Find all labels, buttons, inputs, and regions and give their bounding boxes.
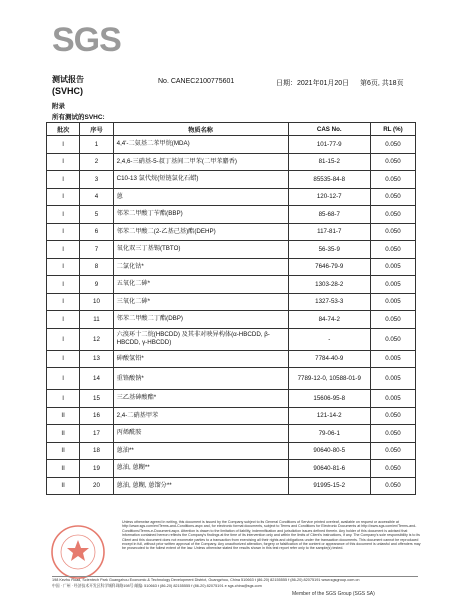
cell-rl: 0.005 [370,293,415,311]
cell-number: 9 [80,276,113,294]
cell-substance: 2,4-二硝基甲苯 [113,407,288,425]
cell-rl: 0.005 [370,350,415,368]
table-row [47,350,416,368]
cell-rl: 0.050 [370,442,415,460]
cell-number: 10 [80,293,113,311]
cell-batch: I [47,171,80,189]
table-row [47,206,416,224]
cell-number: 19 [80,460,113,478]
cell-rl: 0.050 [370,407,415,425]
table-row [47,328,416,350]
cell-cas: 120-12-7 [288,188,370,206]
cell-rl: 0.050 [370,153,415,171]
cell-cas: 1327-53-3 [288,293,370,311]
cell-batch: I [47,241,80,259]
company-seal [50,524,106,580]
disclaimer-text: Unless otherwise agreed in writing, this document is issued by the Company subject to its General Conditions of Service printed overleaf, available on request or accessible at http://www.sgs.com/en/Terms-and-Conditions.aspx and, for electronic format documents, subject to Terms and Conditions for Electronic Documents at http://www.sgs.com/en/Terms-and-Conditions/Terms-e-Document.aspx. Attention is drawn to the limitation of liability, indemnification and jurisdiction issues defined therein. Any holder of this document is advised that information contained hereon reflects the Company's findings at the time of its intervention only and within the limits of Client's instructions, if any. The Company's sole responsibility is to its Client and this document does not exonerate parties to a transaction from exercising all their rights and obligations under the transaction documents. This document cannot be reproduced except in full, without prior written approval of the Company. Any unauthorized alteration, forgery or falsification of the content or appearance of this document is unlawful and offenders may be prosecuted to the fullest extent of the law. Unless otherwise stated the results shown in this test report refer only to the sample(s) tested. [122,520,421,551]
cell-batch: I [47,368,80,390]
cell-substance: 邻苯二甲酸丁苄酯(BBP) [113,206,288,224]
cell-cas: 7646-79-9 [288,258,370,276]
cell-cas: 85-68-7 [288,206,370,224]
cell-rl: 0.050 [370,223,415,241]
cell-substance: 蒽油** [113,442,288,460]
cell-rl: 0.050 [370,188,415,206]
table-row [47,311,416,329]
cell-substance: 五氧化二砷* [113,276,288,294]
cell-cas: 56-35-9 [288,241,370,259]
cell-cas: 121-14-2 [288,407,370,425]
cell-number: 1 [80,136,113,154]
cell-batch: II [47,425,80,443]
cell-cas: 7789-12-0, 10588-01-9 [288,368,370,390]
table-row [47,477,416,495]
address-chinese: 中国 · 广州 · 经济技术开发区科学城科珠路198号 邮编: 510663 t (86-20) 82155555 f (86-20) 82075191 e sgs.china@sgs.com [52,584,262,588]
cell-substance: 二氯化钴* [113,258,288,276]
cell-batch: II [47,460,80,478]
cell-substance: 蒽油, 蒽糊** [113,460,288,478]
cell-substance: 蒽油, 蒽糊, 蒽馏分** [113,477,288,495]
cell-number: 8 [80,258,113,276]
cell-substance: 三乙基砷酸酯* [113,390,288,408]
cell-rl: 0.050 [370,241,415,259]
footer-divider [52,576,418,577]
cell-number: 15 [80,390,113,408]
member-line: Member of the SGS Group (SGS SA) [292,591,375,597]
report-title: 测试报告 [52,75,84,84]
table-row [47,258,416,276]
header-substance: 物质名称 [113,123,288,136]
logo-text: SGS [52,21,121,59]
report-number: No. CANEC2100775601 [158,78,235,85]
report-subtitle: (SVHC) [52,86,83,96]
table-row [47,188,416,206]
cell-batch: I [47,258,80,276]
cell-rl: 0.005 [370,258,415,276]
cell-batch: II [47,477,80,495]
table-row [47,171,416,189]
cell-cas: 15606-95-8 [288,390,370,408]
header-rl: RL (%) [370,123,415,136]
table-header-row [47,123,416,136]
cell-rl: 0.050 [370,328,415,350]
cell-batch: I [47,350,80,368]
cell-number: 20 [80,477,113,495]
table-row [47,223,416,241]
cell-batch: II [47,442,80,460]
cell-cas: 85535-84-8 [288,171,370,189]
table-row [47,407,416,425]
cell-substance: 2,4,6-三硝基-5-叔丁基间二甲苯(二甲苯麝香) [113,153,288,171]
cell-substance: 丙烯酰胺 [113,425,288,443]
cell-cas: 117-81-7 [288,223,370,241]
sgs-logo [52,21,121,59]
cell-number: 12 [80,328,113,350]
cell-cas: 84-74-2 [288,311,370,329]
cell-cas: 1303-28-2 [288,276,370,294]
cell-rl: 0.050 [370,477,415,495]
cell-batch: I [47,223,80,241]
cell-batch: II [47,407,80,425]
header-batch: 批次 [47,123,80,136]
cell-substance: 氧化双三丁基锡(TBTO) [113,241,288,259]
cell-substance: 砷酸氢铅* [113,350,288,368]
cell-number: 3 [80,171,113,189]
cell-number: 13 [80,350,113,368]
cell-rl: 0.050 [370,171,415,189]
cell-rl: 0.005 [370,276,415,294]
cell-number: 5 [80,206,113,224]
cell-number: 2 [80,153,113,171]
cell-cas: 91995-15-2 [288,477,370,495]
table-row [47,241,416,259]
cell-batch: I [47,206,80,224]
cell-substance: 蒽 [113,188,288,206]
cell-substance: 重铬酸钠* [113,368,288,390]
cell-rl: 0.050 [370,311,415,329]
cell-cas: - [288,328,370,350]
cell-substance: 三氧化二砷* [113,293,288,311]
cell-substance: 邻苯二甲酸二丁酯(DBP) [113,311,288,329]
cell-rl: 0.050 [370,425,415,443]
report-date: 日期：2021年01月20日 [276,80,350,87]
header-no: 序号 [80,123,113,136]
table-row [47,368,416,390]
cell-rl: 0.050 [370,206,415,224]
cell-substance: C10-13 氯代烷(短链氯化石蜡) [113,171,288,189]
page-number: 第6页, 共18页 [360,80,404,87]
cell-rl: 0.050 [370,136,415,154]
appendix-heading: 附录 [52,103,65,110]
cell-number: 6 [80,223,113,241]
cell-number: 18 [80,442,113,460]
cell-batch: I [47,276,80,294]
section-heading: 所有测试的SVHC: [52,114,105,121]
table-row [47,293,416,311]
header-cas: CAS No. [288,123,370,136]
cell-batch: I [47,328,80,350]
cell-batch: I [47,293,80,311]
table-row [47,442,416,460]
cell-number: 7 [80,241,113,259]
cell-batch: I [47,311,80,329]
cell-cas: 90640-81-6 [288,460,370,478]
cell-batch: I [47,153,80,171]
cell-rl: 0.050 [370,460,415,478]
cell-substance: 六溴环十二烷(HBCDD) 及其非对映异构体(α-HBCDD, β-HBCDD, γ-HBCDD) [113,328,288,350]
cell-cas: 81-15-2 [288,153,370,171]
cell-cas: 101-77-9 [288,136,370,154]
table-row [47,460,416,478]
cell-number: 17 [80,425,113,443]
cell-rl: 0.005 [370,368,415,390]
cell-substance: 邻苯二甲酸二(2-乙基己基)酯(DEHP) [113,223,288,241]
cell-batch: I [47,136,80,154]
table-row [47,425,416,443]
cell-number: 14 [80,368,113,390]
cell-cas: 79-06-1 [288,425,370,443]
svhc-table [46,122,416,495]
cell-number: 16 [80,407,113,425]
cell-batch: I [47,390,80,408]
cell-number: 4 [80,188,113,206]
address-english: 198 Kezhu Road, Scientech Park Guangzhou Economic & Technology Development District, Guangzhou, China 510663 t (86-20) 82155555 f (86-20) 82075191 www.sgsgroup.com.cn [52,578,360,582]
cell-cas: 7784-40-9 [288,350,370,368]
cell-substance: 4,4'-二氨基二苯甲烷(MDA) [113,136,288,154]
table-row [47,136,416,154]
table-row [47,276,416,294]
table-row [47,390,416,408]
cell-batch: I [47,188,80,206]
table-row [47,153,416,171]
cell-number: 11 [80,311,113,329]
cell-rl: 0.005 [370,390,415,408]
cell-cas: 90640-80-5 [288,442,370,460]
